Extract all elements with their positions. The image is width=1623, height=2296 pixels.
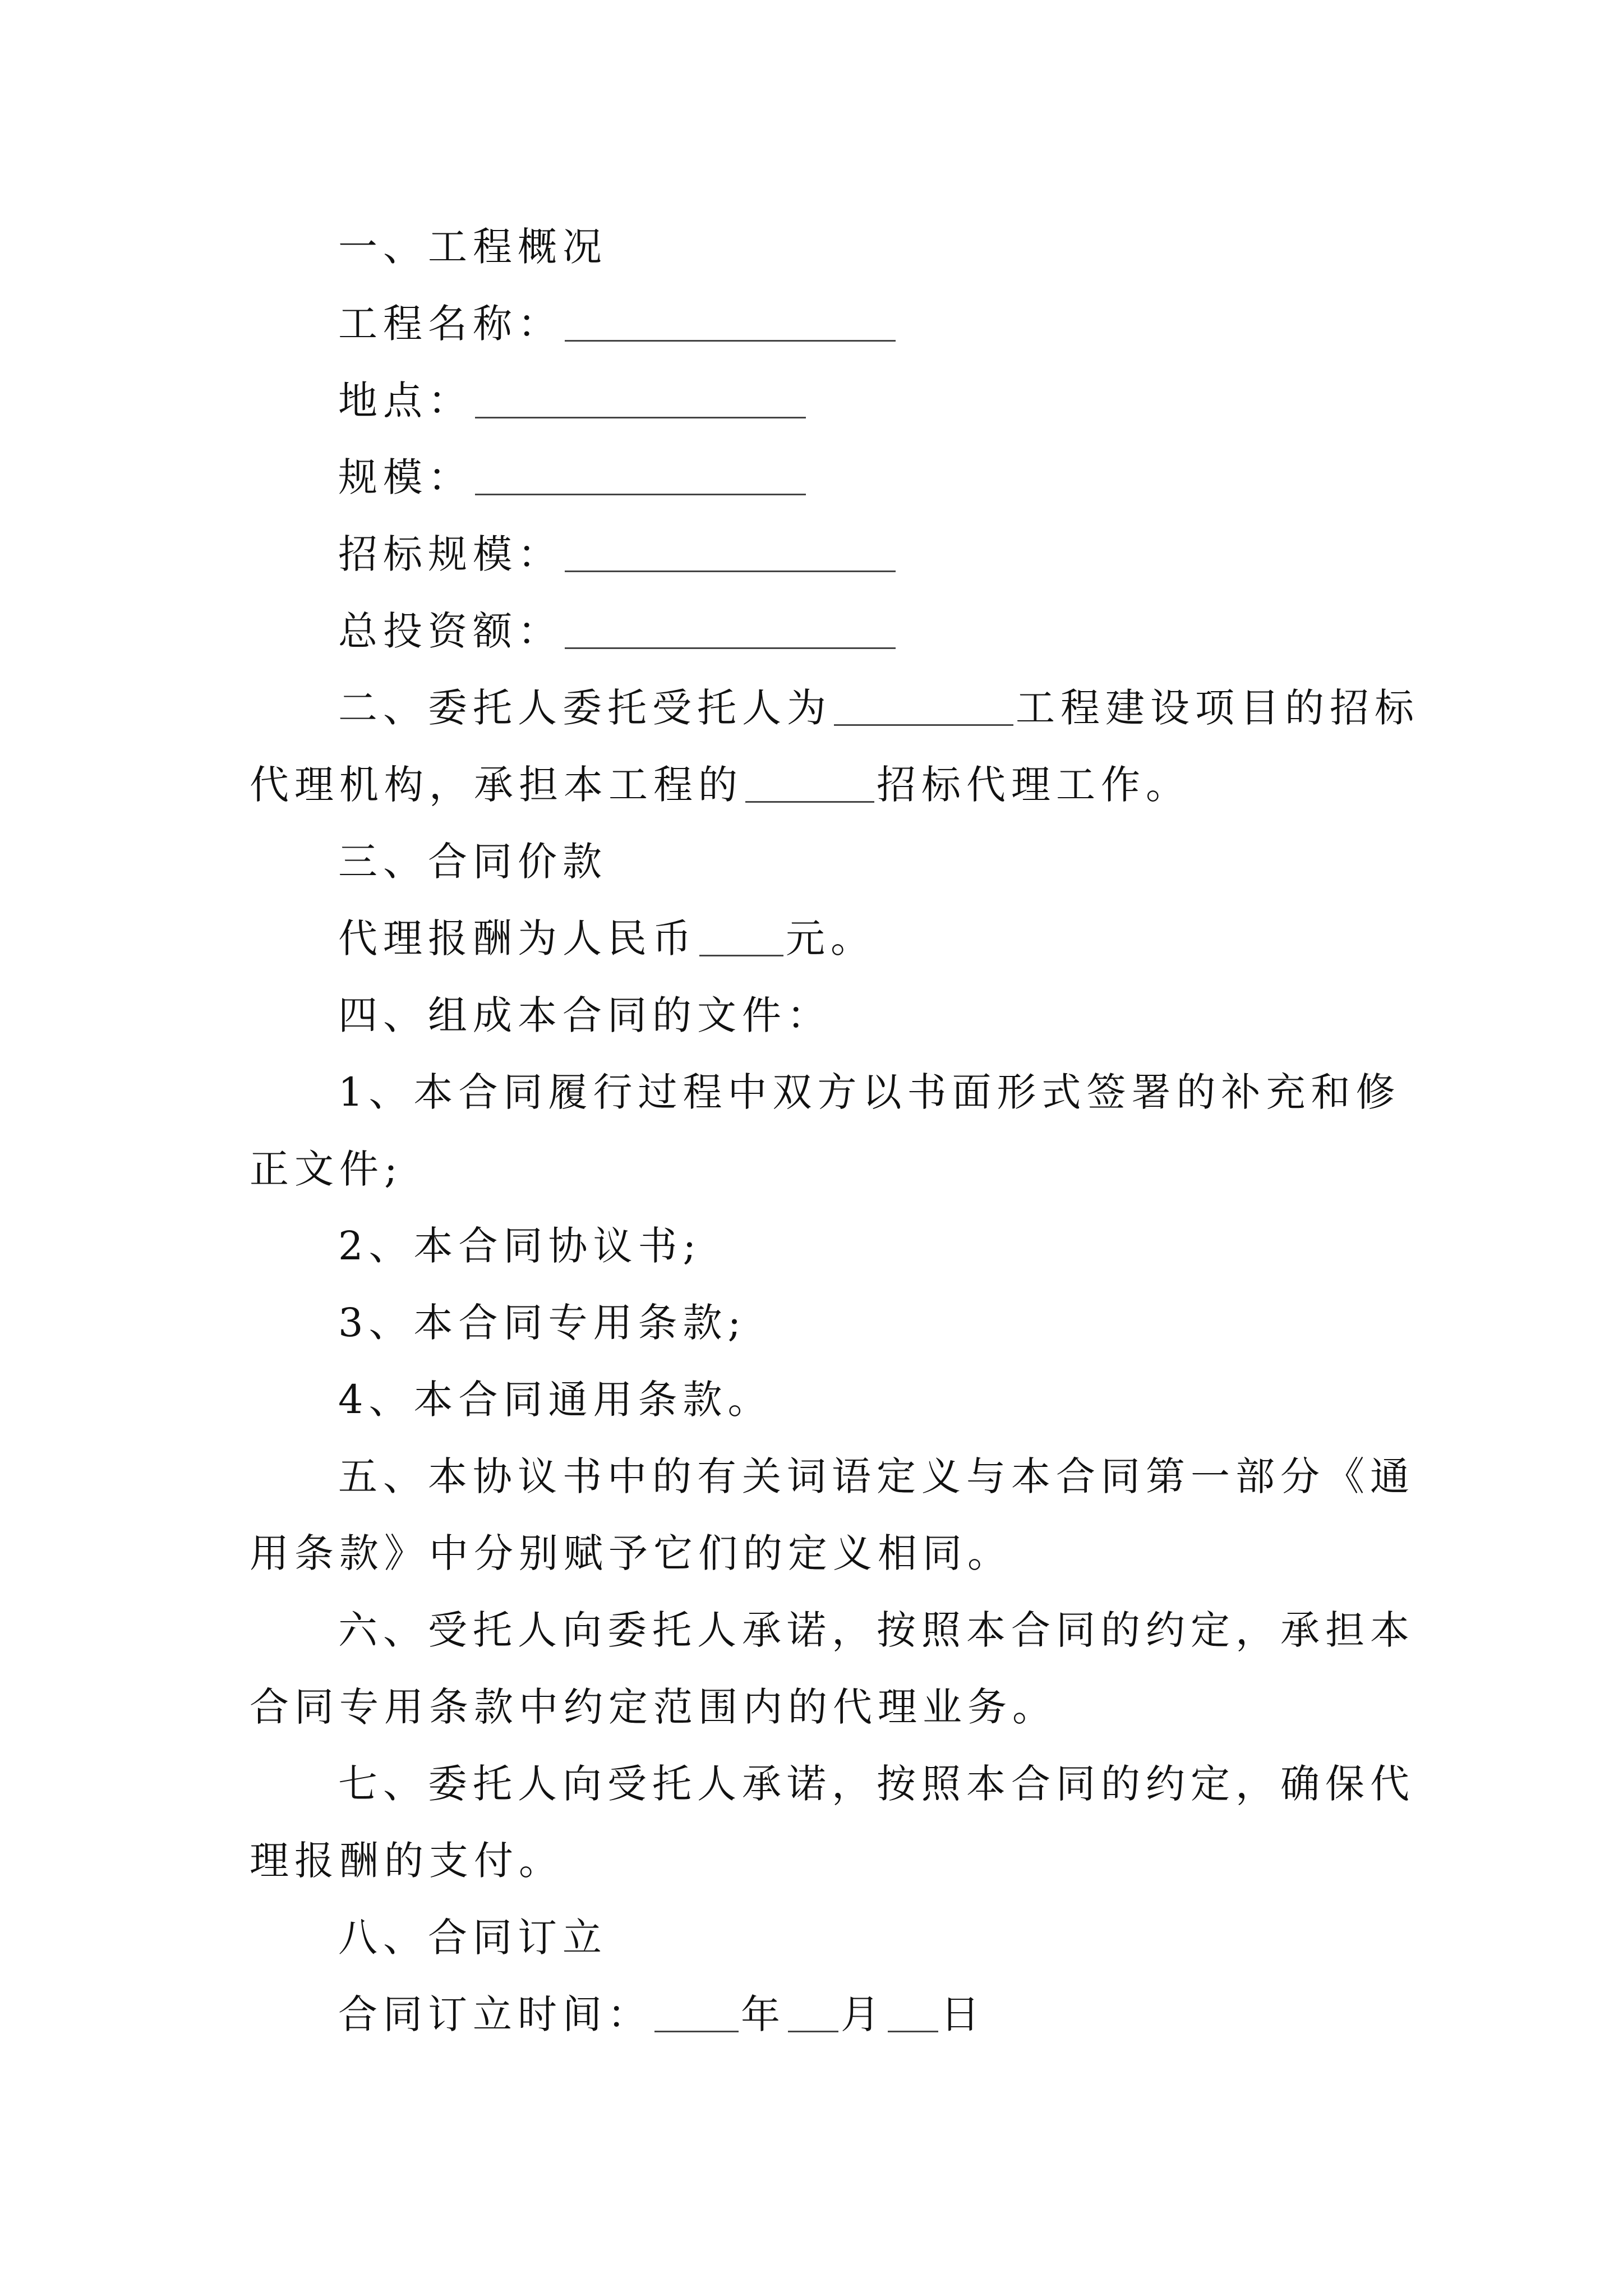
scale-label: 规模： bbox=[338, 454, 473, 500]
bid-scale-row bbox=[250, 516, 1388, 593]
project-name-blank bbox=[565, 305, 896, 342]
section-5-line-2: 用条款》中分别赋予它们的定义相同。 bbox=[250, 1530, 1012, 1576]
signing-date-row: 合同订立时间： 年 月 日 bbox=[338, 1991, 985, 2037]
scale-blank bbox=[475, 459, 806, 495]
section-1-title: 一、工程概况 bbox=[338, 224, 607, 270]
fee-row: 代理报酬为人民币 元。 bbox=[338, 915, 875, 961]
investment-row bbox=[250, 593, 1388, 670]
signing-date-label: 合同订立时间： bbox=[338, 1991, 652, 2037]
section-6-line-2: 合同专用条款中约定范围内的代理业务。 bbox=[250, 1684, 1057, 1730]
section-7-line-2: 理报酬的支付。 bbox=[250, 1838, 564, 1884]
project-name-row bbox=[250, 286, 1388, 362]
location-blank bbox=[475, 382, 806, 418]
section-2-line-2: 代理机构，承担本工程的 招标代理工作。 bbox=[250, 762, 1191, 808]
section-3-title: 三、合同价款 bbox=[338, 839, 607, 885]
scale-row bbox=[250, 439, 1388, 516]
section-4-title: 四、组成本合同的文件： bbox=[338, 992, 832, 1038]
section-4-item-2: 2、本合同协议书; bbox=[338, 1223, 702, 1269]
contract-body bbox=[250, 209, 1419, 2053]
month-blank bbox=[788, 1996, 838, 2032]
section-6-line-1: 六、受托人向委托人承诺，按照本合同的约定，承担本 bbox=[338, 1607, 1415, 1653]
day-blank bbox=[888, 1996, 938, 2032]
section-5-line-1: 五、本协议书中的有关词语定义与本合同第一部分《通 bbox=[338, 1453, 1415, 1499]
bid-scale-label: 招标规模： bbox=[338, 531, 562, 577]
section-4-item-1-line-1: 1、本合同履行过程中双方以书面形式签署的补充和修 bbox=[338, 1069, 1401, 1115]
section-8-title: 八、合同订立 bbox=[338, 1915, 607, 1961]
scope-blank bbox=[745, 766, 874, 803]
section-2-line-1: 二、委托人委托受托人为 工程建设项目的招标 bbox=[338, 685, 1419, 731]
project-blank bbox=[834, 689, 1013, 726]
investment-label: 总投资额： bbox=[338, 608, 562, 654]
project-name-label: 工程名称： bbox=[338, 301, 562, 347]
location-row bbox=[250, 362, 1388, 439]
section-7-line-1: 七、委托人向受托人承诺，按照本合同的约定，确保代 bbox=[338, 1761, 1415, 1807]
location-label: 地点： bbox=[338, 378, 473, 424]
section-4-item-1-line-2: 正文件; bbox=[250, 1146, 403, 1192]
investment-blank bbox=[565, 613, 896, 649]
section-4-item-4: 4、本合同通用条款。 bbox=[338, 1377, 773, 1423]
year-blank bbox=[654, 1996, 739, 2032]
fee-amount-blank bbox=[699, 920, 783, 956]
bid-scale-blank bbox=[565, 536, 896, 572]
section-4-item-3: 3、本合同专用条款; bbox=[338, 1300, 747, 1346]
